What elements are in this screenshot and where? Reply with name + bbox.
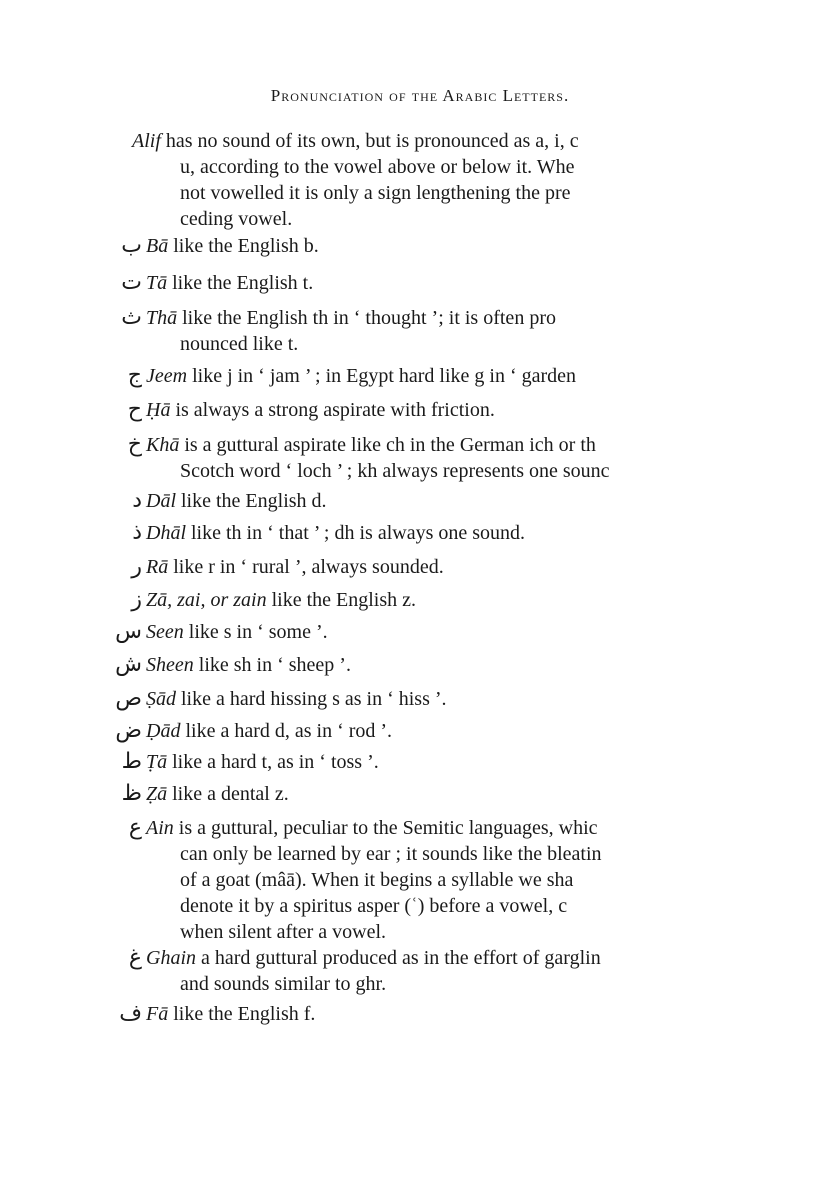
- entry-first-line: [132, 128, 579, 154]
- entry-continuation-line: [180, 180, 571, 206]
- arabic-letter-glyph: ط: [121, 749, 142, 774]
- letter-name: Ḥā: [146, 399, 171, 421]
- description-text: of a goat (mâā). When it begins a syllable we sha: [180, 869, 574, 891]
- description-text: u, according to the vowel above or below it. Whe: [180, 156, 575, 178]
- arabic-letter-glyph: د: [132, 488, 142, 513]
- arabic-letter-glyph: خ: [127, 432, 142, 457]
- description-text: when silent after a vowel.: [180, 921, 387, 943]
- description-text: like the English f.: [173, 1003, 316, 1025]
- entry-first-line: [146, 520, 525, 546]
- page-title: Pronunciation of the Arabic Letters.: [270, 86, 570, 105]
- entry-continuation-line: [180, 919, 386, 945]
- letter-name: Tā: [146, 272, 168, 294]
- entry-first-line: [146, 397, 495, 423]
- entry-first-line: [146, 781, 289, 807]
- entry-continuation-line: [180, 867, 573, 893]
- letter-name: Dhāl: [146, 522, 186, 544]
- entry-first-line: [146, 554, 444, 580]
- description-text: can only be learned by ear ; it sounds like the bleatin: [180, 843, 602, 865]
- entry-first-line: [146, 488, 327, 514]
- letter-name: Ḍād: [146, 720, 181, 742]
- letter-name: Alif: [132, 130, 161, 152]
- arabic-letter-glyph: ج: [127, 363, 142, 388]
- entry-continuation-line: [180, 331, 298, 357]
- letter-name: Khā: [146, 434, 180, 456]
- description-text: nounced like t.: [180, 333, 299, 355]
- entry-first-line: [146, 815, 598, 841]
- entry-first-line: [146, 270, 313, 296]
- entry-first-line: [146, 652, 351, 678]
- letter-name: Bā: [146, 235, 169, 257]
- description-text: like the English b.: [173, 235, 319, 257]
- entry-first-line: [146, 363, 576, 389]
- arabic-letter-glyph: ب: [121, 233, 142, 258]
- arabic-letter-glyph: ع: [128, 815, 142, 840]
- entry-first-line: [146, 587, 416, 613]
- entry-first-line: [146, 945, 601, 971]
- description-text: like the English th in ‘ thought ’; it is often pro: [182, 307, 556, 329]
- arabic-letter-glyph: س: [115, 619, 142, 644]
- arabic-letter-glyph: ز: [131, 587, 142, 612]
- entry-first-line: [146, 749, 379, 775]
- arabic-letter-glyph: غ: [128, 945, 142, 970]
- arabic-letter-glyph: ث: [121, 305, 142, 330]
- letter-name: Ṣād: [146, 688, 176, 710]
- letter-name: Ẓā: [146, 783, 168, 805]
- description-text: is a guttural aspirate like ch in the German ich or th: [184, 434, 596, 456]
- entry-first-line: [146, 686, 447, 712]
- entry-continuation-line: [180, 154, 575, 180]
- arabic-letter-glyph: ذ: [132, 520, 142, 545]
- arabic-letter-glyph: ص: [115, 686, 142, 711]
- entry-continuation-line: [180, 971, 386, 997]
- description-text: and sounds similar to ghr.: [180, 973, 387, 995]
- description-text: like j in ‘ jam ’ ; in Egypt hard like g in ‘ garden: [192, 365, 577, 387]
- description-text: like a hard d, as in ‘ rod ’.: [185, 720, 393, 742]
- entry-continuation-line: [180, 206, 292, 232]
- letter-name: Ain: [146, 817, 174, 839]
- description-text: like r in ‘ rural ’, always sounded.: [173, 556, 444, 578]
- letter-name: Seen: [146, 621, 184, 643]
- description-text: Scotch word ‘ loch ’ ; kh always represents one sounc: [180, 460, 610, 482]
- letter-name: Ghain: [146, 947, 196, 969]
- entry-first-line: [146, 619, 328, 645]
- letter-name: Dāl: [146, 490, 176, 512]
- description-text: is always a strong aspirate with friction.: [175, 399, 495, 421]
- entry-continuation-line: [180, 458, 610, 484]
- entry-first-line: [146, 1001, 315, 1027]
- description-text: has no sound of its own, but is pronounced as a, i, c: [165, 130, 579, 152]
- description-text: like the English d.: [181, 490, 327, 512]
- description-text: denote it by a spiritus asper (ʿ) before a vowel, c: [180, 895, 568, 917]
- arabic-letter-glyph: ش: [115, 652, 142, 677]
- description-text: like the English t.: [172, 272, 314, 294]
- letter-name: Zā, zai, or zain: [146, 589, 267, 611]
- description-text: like s in ‘ some ’.: [188, 621, 328, 643]
- description-text: a hard guttural produced as in the effort of garglin: [201, 947, 601, 969]
- description-text: like the English z.: [271, 589, 417, 611]
- description-text: is a guttural, peculiar to the Semitic languages, whic: [178, 817, 598, 839]
- description-text: not vowelled it is only a sign lengthening the pre: [180, 182, 571, 204]
- arabic-letter-glyph: ت: [121, 270, 142, 295]
- arabic-letter-glyph: ف: [119, 1001, 142, 1026]
- description-text: like a hard hissing s as in ‘ hiss ’.: [181, 688, 447, 710]
- arabic-letter-glyph: ض: [115, 718, 142, 743]
- entry-first-line: [146, 233, 319, 259]
- letter-name: Sheen: [146, 654, 194, 676]
- entry-continuation-line: [180, 893, 567, 919]
- letter-name: Jeem: [146, 365, 188, 387]
- description-text: like a hard t, as in ‘ toss ’.: [172, 751, 379, 773]
- letter-name: Fā: [146, 1003, 169, 1025]
- description-text: like a dental z.: [172, 783, 289, 805]
- letter-name: Rā: [146, 556, 169, 578]
- entry-continuation-line: [180, 841, 602, 867]
- arabic-letter-glyph: ح: [127, 397, 142, 422]
- letter-name: Ṭā: [146, 751, 168, 773]
- entry-first-line: [146, 718, 392, 744]
- arabic-letter-glyph: ر: [131, 554, 142, 579]
- description-text: ceding vowel.: [180, 208, 293, 230]
- description-text: like sh in ‘ sheep ’.: [198, 654, 351, 676]
- arabic-letter-glyph: ظ: [121, 781, 142, 806]
- description-text: like th in ‘ that ’ ; dh is always one sound.: [191, 522, 526, 544]
- entry-first-line: [146, 432, 596, 458]
- letter-name: Thā: [146, 307, 178, 329]
- entry-first-line: [146, 305, 556, 331]
